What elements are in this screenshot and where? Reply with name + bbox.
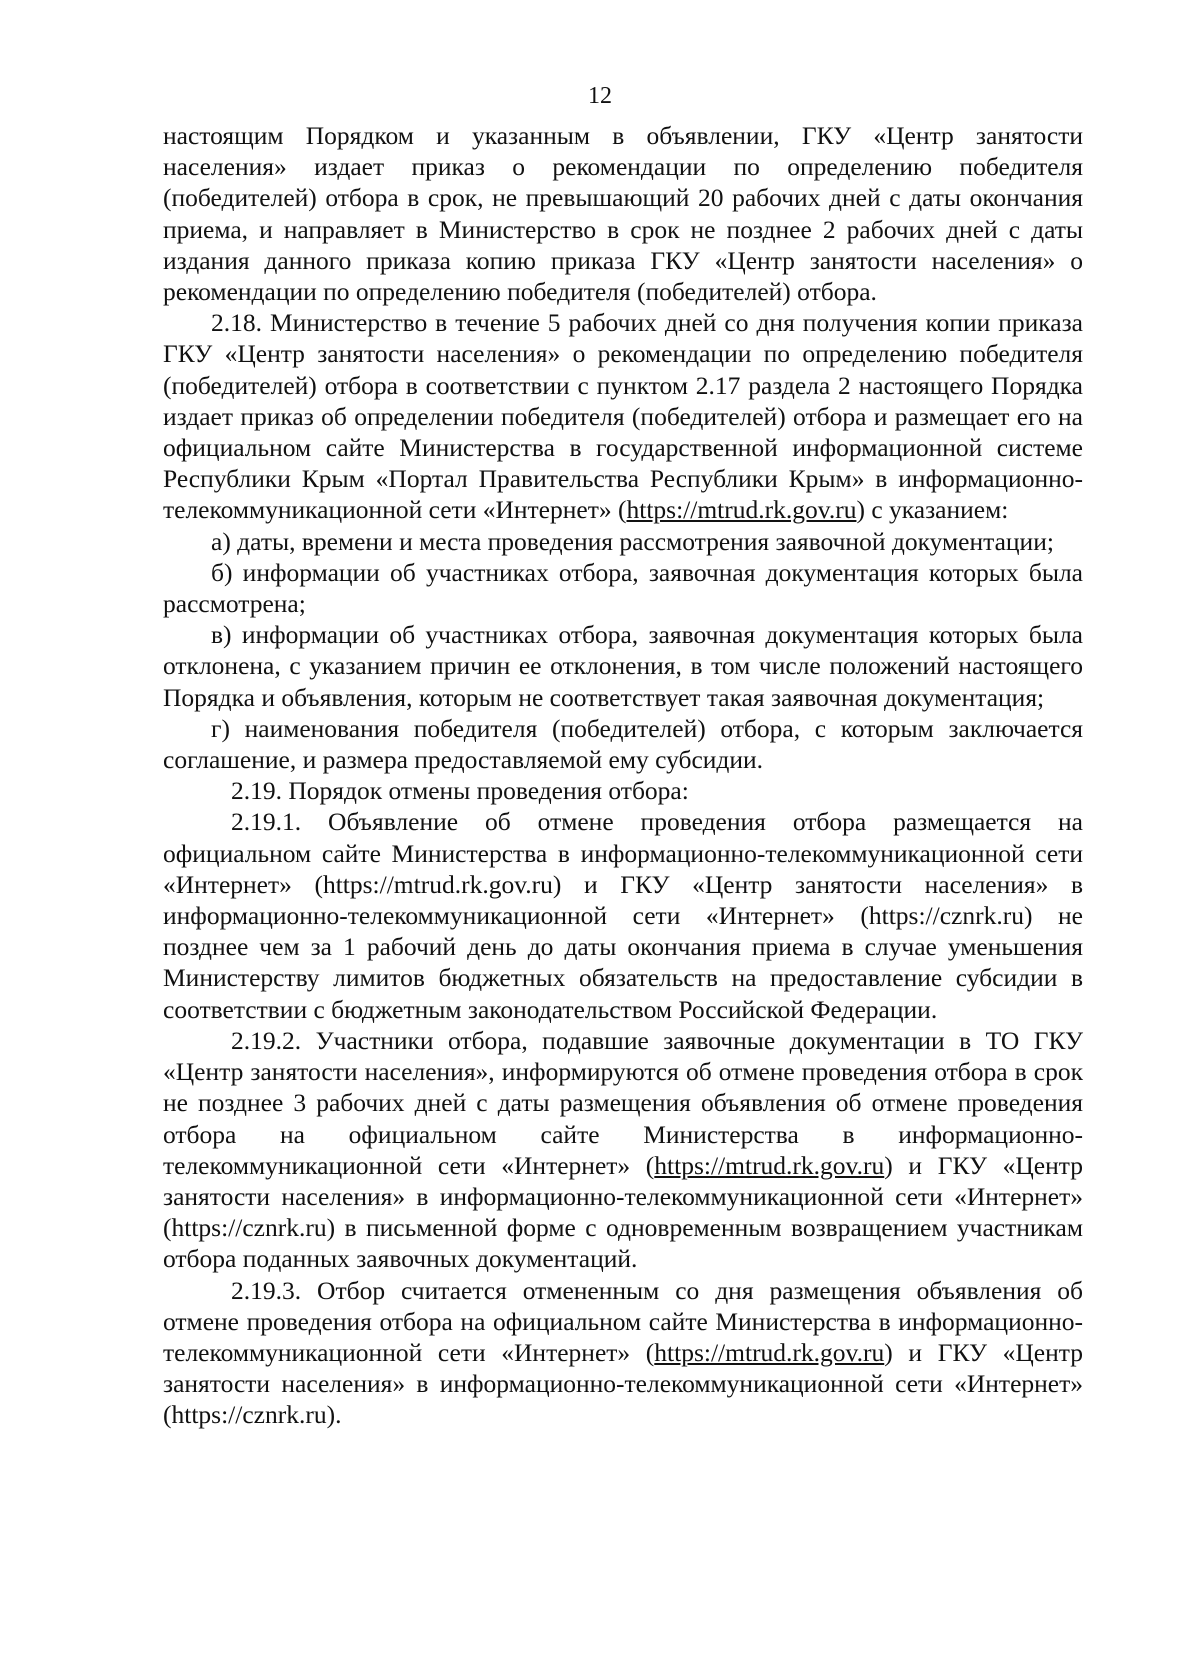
paragraph-2-18 (163, 307, 1083, 525)
paragraph-text: ) и ГКУ «Центр занятости населения» в информационно-телекоммуникационной сети «Интернет» (https://cznrk.ru) в письменной форме с одновременным возвращением участникам отбора поданных заявочных документаций. (163, 1150, 1083, 1274)
paragraph-text: ) и ГКУ «Центр занятости населения» в информационно-телекоммуникационной сети «Интернет» (https://cznrk.ru). (163, 1337, 1083, 1430)
paragraph-2-19-1: 2.19.1. Объявление об отмене проведения отбора размещается на официальном сайте Министерства в информационно-телекоммуникационной сети «Интернет» (https://mtrud.rk.gov.ru) и ГКУ «Центр занятости населения» в информационно-телекоммуникационной сети «Интернет» (https://cznrk.ru) не позднее чем за 1 рабочий день до даты окончания приема в случае уменьшения Министерству лимитов бюджетных обязательств на предоставление субсидии в соответствии с бюджетным законодательством Российской Федерации. (163, 807, 1083, 1024)
list-item-b: б) информации об участниках отбора, заявочная документация которых была рассмотрена; (163, 557, 1083, 619)
ministry-link[interactable]: https://mtrud.rk.gov.ru (654, 1150, 885, 1180)
paragraph-2-19: 2.19. Порядок отмены проведения отбора: (231, 776, 689, 806)
document-body (163, 120, 1083, 1431)
paragraph-text: ) с указанием: (856, 495, 1009, 525)
paragraph-2-19-2 (163, 1025, 1083, 1275)
list-item-v: в) информации об участниках отбора, заявочная документация которых была отклонена, с указанием причин ее отклонения, в том числе положений настоящего Порядка и объявления, которым не соответствует такая заявочная документация; (163, 620, 1083, 712)
list-item-a: а) даты, времени и места проведения рассмотрения заявочной документации; (211, 526, 1054, 556)
paragraph-text: 2.19.3. Отбор считается отмененным со дня размещения объявления об отмене проведения отбора на официальном сайте Министерства в информационно-телекоммуникационной сети «Интернет» ( (163, 1275, 1083, 1367)
paragraph-continuation: настоящим Порядком и указанным в объявлении, ГКУ «Центр занятости населения» издает приказ о рекомендации по определению победителя (победителей) отбора в срок, не превышающий 20 рабочих дней с даты окончания приема, и направляет в Министерство в срок не позднее 2 рабочих дней с даты издания данного приказа копию приказа ГКУ «Центр занятости населения» о рекомендации по определению победителя (победителей) отбора. (163, 121, 1083, 307)
ministry-link[interactable]: https://mtrud.rk.gov.ru (654, 1337, 885, 1367)
page-number: 12 (588, 83, 612, 109)
ministry-link[interactable]: https://mtrud.rk.gov.ru (626, 495, 857, 525)
paragraph-2-19-3 (163, 1275, 1083, 1431)
list-item-g: г) наименования победителя (победителей) отбора, с которым заключается соглашение, и размера предоставляемой ему субсидии. (163, 713, 1083, 775)
paragraph-text: 2.19.2. Участники отбора, подавшие заявочные документации в ТО ГКУ «Центр занятости населения», информируются об отмене проведения отбора в срок не позднее 3 рабочих дней с даты размещения объявления об отмене проведения отбора на официальном сайте Министерства в информационно-телекоммуникационной сети «Интернет» ( (163, 1025, 1083, 1180)
paragraph-text: 2.18. Министерство в течение 5 рабочих дней со дня получения копии приказа ГКУ «Центр занятости населения» о рекомендации по определению победителя (победителей) отбора в соответствии с пунктом 2.17 раздела 2 настоящего Порядка издает приказ об определении победителя (победителей) отбора и размещает его на официальном сайте Министерства в государственной информационной системе Республики Крым «Портал Правительства Республики Крым» в информационно-телекоммуникационной сети «Интернет» ( (163, 308, 1083, 525)
